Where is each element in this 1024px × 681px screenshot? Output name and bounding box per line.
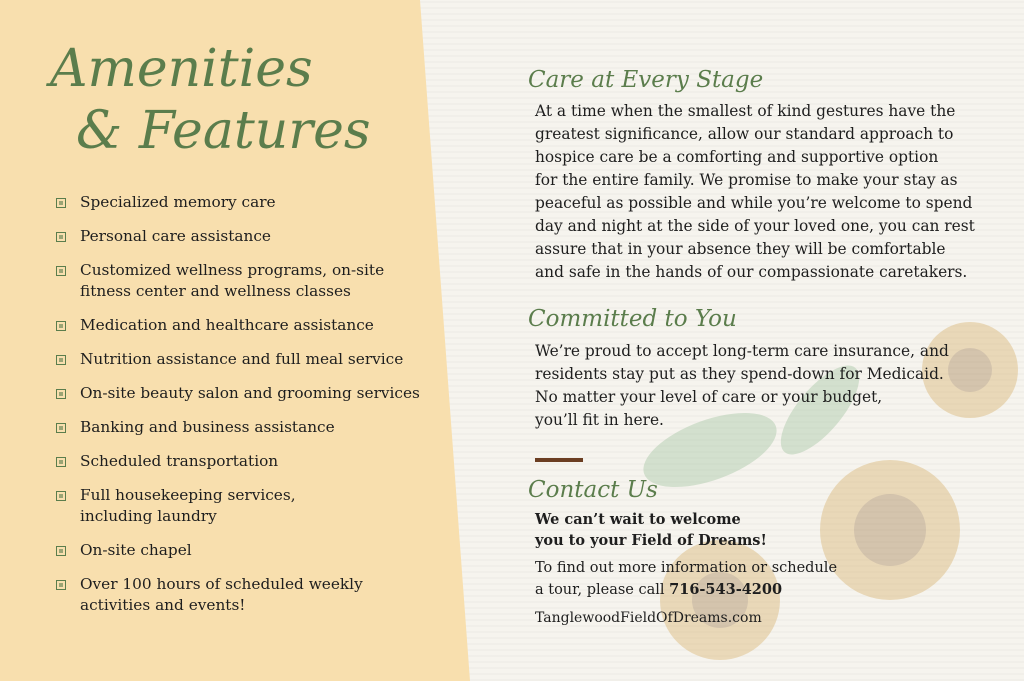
bullet-icon <box>56 491 66 501</box>
care-heading: Care at Every Stage <box>528 67 764 93</box>
list-item <box>56 349 426 370</box>
list-item <box>56 417 426 438</box>
list-item <box>56 315 426 336</box>
list-item-label: Personal care assistance <box>80 227 271 245</box>
bullet-icon <box>56 546 66 556</box>
committed-paragraph: We’re proud to accept long-term care insurance, and residents stay put as they spend-down for Medicaid. No matter your level of care or your budget, you’ll fit in here. <box>535 342 949 429</box>
amenities-title <box>50 38 371 162</box>
list-item-label: Medication and healthcare assistance <box>80 316 374 334</box>
list-item <box>56 192 426 213</box>
list-item <box>56 451 426 472</box>
bullet-icon <box>56 198 66 208</box>
list-item <box>56 540 426 561</box>
list-item <box>56 260 426 302</box>
bullet-icon <box>56 389 66 399</box>
list-item-label: Specialized memory care <box>80 193 276 211</box>
bullet-icon <box>56 232 66 242</box>
amenities-list <box>56 192 426 629</box>
website-link[interactable]: TanglewoodFieldOfDreams.com <box>535 610 762 626</box>
phone-number[interactable]: 716-543-4200 <box>669 581 783 598</box>
bullet-icon <box>56 266 66 276</box>
bullet-icon <box>56 457 66 467</box>
bullet-icon <box>56 580 66 590</box>
bullet-icon <box>56 423 66 433</box>
title-line-2: & Features <box>76 101 371 161</box>
bullet-icon <box>56 321 66 331</box>
contact-info <box>535 558 837 601</box>
list-item-label: On-site chapel <box>80 541 192 559</box>
care-paragraph: At a time when the smallest of kind gestures have the greatest significance, allow our standard approach to hospice care be a comforting and supportive option for the entire family. We promise to make your stay as peaceful as possible and while you’re welcome to spend day and night at the side of your loved one, you can rest assure that in your absence they will be comfortable and safe in the hands of our compassionate caretakers. <box>535 102 975 281</box>
list-item-label: Customized wellness programs, on-site fitness center and wellness classes <box>80 261 385 300</box>
list-item <box>56 485 426 527</box>
list-item-label: Scheduled transportation <box>80 452 279 470</box>
bullet-icon <box>56 355 66 365</box>
contact-welcome: We can’t wait to welcome you to your Field of Dreams! <box>535 511 767 549</box>
list-item <box>56 226 426 247</box>
list-item-label: Banking and business assistance <box>80 418 335 436</box>
contact-heading: Contact Us <box>528 477 658 503</box>
list-item <box>56 574 426 616</box>
list-item-label: Full housekeeping services, including laundry <box>80 486 296 525</box>
divider <box>535 458 583 462</box>
committed-heading: Committed to You <box>528 306 737 332</box>
list-item-label: Nutrition assistance and full meal service <box>80 350 404 368</box>
title-line-1: Amenities <box>50 39 313 99</box>
contact-info-text: To find out more information or schedule a tour, please call <box>535 560 838 598</box>
list-item-label: Over 100 hours of scheduled weekly activities and events! <box>80 575 363 614</box>
list-item <box>56 383 426 404</box>
list-item-label: On-site beauty salon and grooming services <box>80 384 420 402</box>
